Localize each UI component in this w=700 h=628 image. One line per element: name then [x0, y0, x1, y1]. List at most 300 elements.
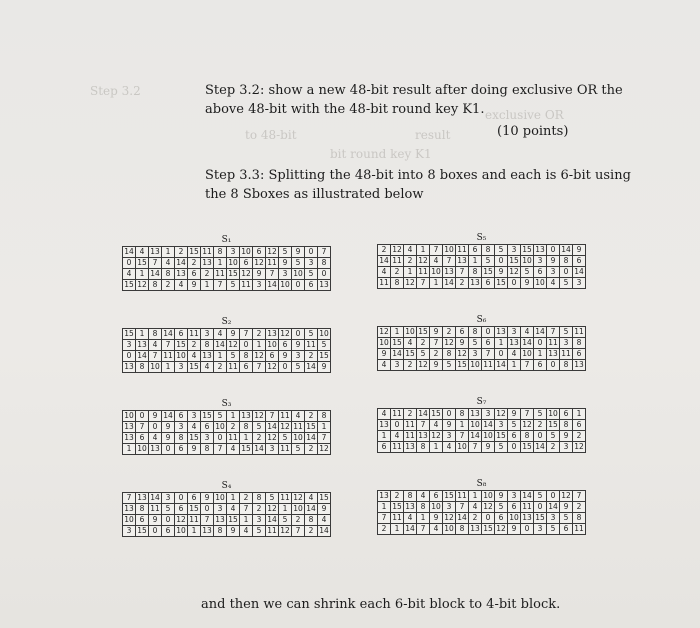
- sbox-cell: 2: [305, 526, 318, 537]
- sbox-cell: 9: [521, 278, 534, 289]
- sbox-cell: 13: [522, 513, 532, 522]
- sbox-cell: 3: [266, 444, 279, 455]
- sbox-cell: 10: [124, 515, 134, 524]
- sbox-cell: 13: [405, 502, 415, 511]
- sbox-title: S₂: [221, 317, 232, 327]
- sbox-cell: 5: [214, 411, 227, 422]
- sbox-cell: 6: [188, 269, 201, 280]
- sbox-cell: 4: [378, 409, 391, 420]
- sbox-cell: 11: [392, 442, 402, 451]
- sbox-cell: 10: [509, 513, 519, 522]
- sbox-cell: 9: [318, 504, 331, 515]
- sbox-row: [378, 420, 586, 431]
- sbox-cell: 0: [240, 340, 253, 351]
- sbox-cell: 5: [292, 362, 305, 373]
- sbox-cell: 15: [548, 420, 558, 429]
- sbox-s3: [122, 398, 331, 455]
- sbox-cell: 9: [495, 267, 508, 278]
- sbox-cell: 4: [292, 411, 305, 422]
- sbox-cell: 15: [392, 502, 402, 511]
- sbox-cell: 8: [175, 433, 188, 444]
- sbox-cell: 1: [534, 349, 547, 360]
- sbox-cell: 11: [280, 493, 290, 502]
- sbox-cell: 10: [535, 278, 545, 287]
- sbox-cell: 10: [522, 256, 532, 265]
- sbox-cell: 6: [534, 360, 547, 371]
- sbox-cell: 10: [215, 493, 225, 502]
- sbox-cell: 13: [124, 422, 134, 431]
- sbox-cell: 8: [456, 524, 469, 535]
- sbox-cell: 15: [405, 349, 415, 358]
- sbox-cell: 0: [214, 433, 227, 444]
- sbox-cell: 6: [136, 433, 149, 444]
- sbox-cell: 7: [266, 269, 279, 280]
- sbox-table: [122, 492, 331, 537]
- sbox-cell: 1: [417, 513, 430, 524]
- sbox-cell: 10: [379, 338, 389, 347]
- sbox-cell: 7: [318, 433, 331, 444]
- sbox-cell: 12: [457, 349, 467, 358]
- sbox-cell: 15: [522, 442, 532, 451]
- sbox-cell: 10: [228, 258, 238, 267]
- sbox-cell: 13: [379, 420, 389, 429]
- sbox-cell: 4: [175, 280, 188, 291]
- sbox-cell: 7: [521, 409, 534, 420]
- sbox-cell: 15: [522, 245, 532, 254]
- sbox-cell: 6: [175, 504, 188, 515]
- sbox-cell: 13: [150, 444, 160, 453]
- sbox-cell: 4: [188, 351, 201, 362]
- sbox-cell: 15: [509, 256, 519, 265]
- sbox-cell: 14: [418, 409, 428, 418]
- sbox-cell: 6: [240, 258, 253, 269]
- sbox-cell: 11: [574, 327, 584, 336]
- sbox-cell: 7: [456, 267, 469, 278]
- sbox-cell: 8: [162, 269, 175, 280]
- sbox-cell: 11: [522, 502, 532, 511]
- sbox-cell: 11: [418, 267, 428, 276]
- sbox-cell: 6: [240, 362, 253, 373]
- sbox-cell: 10: [124, 411, 134, 420]
- sbox-cell: 1: [188, 526, 201, 537]
- sbox-cell: 5: [305, 269, 318, 280]
- sbox-cell: 1: [430, 278, 443, 289]
- sbox-cell: 11: [241, 280, 251, 289]
- sbox-cell: 10: [483, 431, 493, 440]
- sbox-row: [123, 329, 331, 340]
- sbox-cell: 10: [319, 329, 329, 338]
- sbox-cell: 10: [241, 247, 251, 256]
- sbox-cell: 3: [508, 327, 521, 338]
- sbox-cell: 11: [548, 338, 558, 347]
- sbox-cell: 12: [293, 493, 303, 502]
- sbox-cell: 9: [253, 269, 266, 280]
- sbox-cell: 0: [123, 351, 136, 362]
- sbox-cell: 14: [137, 351, 147, 360]
- sbox-cell: 9: [560, 431, 573, 442]
- bleed-through-text: to 48-bit: [245, 128, 297, 142]
- sbox-cell: 15: [176, 340, 186, 349]
- sbox-cell: 7: [266, 411, 279, 422]
- sbox-cell: 9: [201, 493, 214, 504]
- sbox-cell: 7: [162, 340, 175, 351]
- sbox-cell: 6: [279, 340, 292, 351]
- sbox-title: S₄: [221, 481, 232, 491]
- sbox-cell: 11: [392, 256, 402, 265]
- sbox-cell: 5: [227, 280, 240, 291]
- sbox-cell: 4: [201, 362, 214, 373]
- sbox-table: [377, 490, 586, 535]
- sbox-cell: 14: [306, 362, 316, 371]
- sbox-cell: 6: [508, 431, 521, 442]
- sbox-cell: 11: [280, 411, 290, 420]
- sbox-cell: 1: [573, 409, 586, 420]
- sbox-cell: 9: [162, 422, 175, 433]
- sbox-table: [122, 410, 331, 455]
- sbox-cell: 12: [522, 420, 532, 429]
- sbox-cell: 2: [162, 280, 175, 291]
- sbox-cell: 2: [305, 411, 318, 422]
- sbox-cell: 1: [508, 360, 521, 371]
- sbox-cell: 14: [561, 245, 571, 254]
- sbox-cell: 11: [483, 360, 493, 369]
- points-label: (10 points): [497, 124, 569, 139]
- sbox-cell: 11: [215, 269, 225, 278]
- sbox-cell: 5: [547, 431, 560, 442]
- sbox-cell: 14: [267, 515, 277, 524]
- sbox-cell: 6: [482, 338, 495, 349]
- sbox-row: [123, 433, 331, 444]
- sbox-cell: 6: [430, 491, 443, 502]
- sbox-cell: 6: [508, 502, 521, 513]
- sbox-row: [378, 442, 586, 453]
- sbox-cell: 11: [457, 491, 467, 500]
- sbox-cell: 2: [305, 444, 318, 455]
- sbox-cell: 12: [405, 278, 415, 287]
- sbox-table: [122, 328, 331, 373]
- sbox-cell: 4: [404, 245, 417, 256]
- sbox-cell: 5: [227, 351, 240, 362]
- sbox-cell: 14: [254, 444, 264, 453]
- sbox-cell: 2: [378, 245, 391, 256]
- sbox-cell: 2: [443, 327, 456, 338]
- sbox-cell: 14: [574, 267, 584, 276]
- sbox-cell: 2: [534, 420, 547, 431]
- sbox-cell: 0: [175, 493, 188, 504]
- sbox-cell: 13: [470, 524, 480, 533]
- sbox-cell: 13: [267, 329, 277, 338]
- sbox-cell: 2: [391, 267, 404, 278]
- sbox-row: [378, 524, 586, 535]
- sbox-cell: 0: [534, 502, 547, 513]
- sbox-cell: 7: [136, 422, 149, 433]
- sbox-cell: 4: [391, 431, 404, 442]
- sbox-cell: 13: [496, 327, 506, 336]
- sbox-cell: 7: [547, 327, 560, 338]
- sbox-cell: 14: [306, 433, 316, 442]
- sbox-cell: 6: [201, 422, 214, 433]
- sbox-s7: [377, 396, 586, 453]
- sbox-cell: 7: [240, 504, 253, 515]
- sbox-cell: 6: [266, 351, 279, 362]
- sbox-cell: 12: [241, 269, 251, 278]
- sbox-cell: 0: [521, 524, 534, 535]
- sbox-cell: 6: [253, 247, 266, 258]
- sbox-cell: 9: [430, 360, 443, 371]
- sbox-cell: 8: [253, 493, 266, 504]
- sbox-cell: 5: [534, 491, 547, 502]
- sbox-cell: 0: [162, 515, 175, 526]
- sbox-cell: 11: [189, 515, 199, 524]
- sbox-s2: [122, 316, 331, 373]
- sbox-cell: 12: [561, 491, 571, 500]
- sbox-cell: 7: [123, 493, 136, 504]
- sbox-cell: 10: [457, 442, 467, 451]
- sbox-cell: 15: [392, 338, 402, 347]
- sbox-cell: 8: [404, 491, 417, 502]
- sbox-cell: 11: [306, 340, 316, 349]
- sbox-cell: 5: [417, 349, 430, 360]
- sbox-cell: 2: [404, 256, 417, 267]
- sbox-cell: 14: [483, 420, 493, 429]
- sbox-cell: 9: [508, 409, 521, 420]
- sbox-cell: 2: [253, 504, 266, 515]
- sbox-cell: 2: [292, 515, 305, 526]
- sbox-cell: 0: [495, 256, 508, 267]
- bleed-through-text: Step 3.2: [90, 84, 141, 98]
- sbox-cell: 12: [280, 422, 290, 431]
- sbox-cell: 7: [149, 258, 162, 269]
- sbox-cell: 2: [188, 258, 201, 269]
- sbox-cell: 3: [162, 493, 175, 504]
- sbox-cell: 12: [444, 513, 454, 522]
- sbox-cell: 12: [254, 351, 264, 360]
- sbox-cell: 10: [431, 267, 441, 276]
- sbox-cell: 12: [574, 442, 584, 451]
- sbox-cell: 5: [279, 515, 292, 526]
- sbox-cell: 11: [574, 524, 584, 533]
- sbox-cell: 5: [508, 420, 521, 431]
- sbox-cell: 4: [469, 502, 482, 513]
- sbox-cell: 1: [136, 269, 149, 280]
- sbox-cell: 4: [123, 269, 136, 280]
- sbox-row: [378, 245, 586, 256]
- sbox-cell: 2: [430, 349, 443, 360]
- sbox-cell: 4: [318, 515, 331, 526]
- sbox-cell: 3: [253, 280, 266, 291]
- sbox-cell: 6: [175, 411, 188, 422]
- sbox-cell: 0: [508, 278, 521, 289]
- sbox-cell: 8: [240, 422, 253, 433]
- sbox-cell: 1: [253, 340, 266, 351]
- sbox-cell: 5: [292, 258, 305, 269]
- sbox-cell: 13: [418, 431, 428, 440]
- sbox-cell: 7: [292, 526, 305, 537]
- sbox-cell: 0: [162, 444, 175, 455]
- sbox-cell: 8: [391, 278, 404, 289]
- sbox-cell: 8: [443, 349, 456, 360]
- sbox-cell: 14: [163, 411, 173, 420]
- sbox-row: [123, 422, 331, 433]
- sbox-cell: 7: [456, 431, 469, 442]
- sbox-row: [123, 362, 331, 373]
- sbox-cell: 15: [306, 422, 316, 431]
- sbox-cell: 2: [573, 502, 586, 513]
- sbox-cell: 1: [417, 245, 430, 256]
- sbox-title: S₆: [476, 315, 487, 325]
- sbox-cell: 1: [227, 411, 240, 422]
- sbox-cell: 8: [318, 411, 331, 422]
- sbox-cell: 0: [305, 247, 318, 258]
- sbox-cell: 7: [378, 513, 391, 524]
- sbox-cell: 15: [124, 280, 134, 289]
- sbox-row: [378, 338, 586, 349]
- sbox-cell: 0: [123, 258, 136, 269]
- sbox-cell: 1: [469, 491, 482, 502]
- sbox-cell: 4: [430, 524, 443, 535]
- sbox-row: [123, 340, 331, 351]
- sbox-cell: 12: [509, 267, 519, 276]
- bleed-through-text: exclusive OR: [485, 108, 564, 122]
- sbox-s5: [377, 232, 586, 289]
- sbox-cell: 10: [215, 422, 225, 431]
- sbox-cell: 3: [547, 267, 560, 278]
- sbox-cell: 10: [176, 526, 186, 535]
- sbox-cell: 15: [496, 431, 506, 440]
- sbox-cell: 0: [292, 280, 305, 291]
- sbox-cell: 6: [188, 493, 201, 504]
- sbox-cell: 12: [319, 444, 329, 453]
- sbox-cell: 15: [189, 362, 199, 371]
- sbox-cell: 3: [547, 513, 560, 524]
- sbox-cell: 1: [227, 493, 240, 504]
- sbox-cell: 7: [430, 338, 443, 349]
- sbox-cell: 3: [469, 349, 482, 360]
- sbox-cell: 3: [560, 338, 573, 349]
- sbox-cell: 15: [483, 267, 493, 276]
- sbox-cell: 1: [469, 256, 482, 267]
- sbox-cell: 15: [457, 360, 467, 369]
- sbox-cell: 13: [176, 269, 186, 278]
- sbox-cell: 8: [573, 513, 586, 524]
- sbox-cell: 7: [417, 278, 430, 289]
- sbox-row: [378, 513, 586, 524]
- sbox-cell: 2: [404, 409, 417, 420]
- sbox-cell: 14: [267, 280, 277, 289]
- sbox-title: S₃: [221, 399, 232, 409]
- sbox-cell: 2: [404, 360, 417, 371]
- sbox-cell: 1: [136, 329, 149, 340]
- sbox-cell: 3: [292, 351, 305, 362]
- sbox-cell: 10: [176, 351, 186, 360]
- sbox-cell: 12: [418, 360, 428, 369]
- sbox-cell: 8: [201, 444, 214, 455]
- sbox-cell: 4: [443, 442, 456, 453]
- sbox-cell: 5: [560, 327, 573, 338]
- sbox-cell: 1: [404, 267, 417, 278]
- sbox-cell: 5: [443, 360, 456, 371]
- sbox-cell: 11: [561, 349, 571, 358]
- sbox-cell: 9: [279, 351, 292, 362]
- sbox-cell: 8: [417, 442, 430, 453]
- sbox-row: [123, 351, 331, 362]
- sbox-cell: 7: [430, 245, 443, 256]
- sbox-cell: 8: [573, 338, 586, 349]
- sbox-cell: 15: [137, 258, 147, 267]
- sbox-cell: 13: [509, 338, 519, 347]
- sbox-cell: 15: [189, 247, 199, 256]
- sbox-cell: 4: [404, 338, 417, 349]
- sbox-cell: 0: [443, 409, 456, 420]
- sbox-cell: 9: [227, 526, 240, 537]
- bleed-through-text: result: [415, 128, 451, 142]
- sbox-cell: 15: [202, 411, 212, 420]
- sbox-cell: 13: [535, 245, 545, 254]
- sbox-row: [123, 258, 331, 269]
- sbox-cell: 13: [379, 491, 389, 500]
- sbox-cell: 8: [240, 351, 253, 362]
- sbox-cell: 4: [430, 256, 443, 267]
- sbox-row: [378, 278, 586, 289]
- sbox-cell: 2: [240, 493, 253, 504]
- sbox-cell: 2: [417, 338, 430, 349]
- sbox-cell: 13: [444, 267, 454, 276]
- sbox-cell: 6: [534, 267, 547, 278]
- sbox-cell: 6: [495, 513, 508, 524]
- sbox-cell: 2: [201, 269, 214, 280]
- sbox-cell: 12: [431, 431, 441, 440]
- sbox-cell: 7: [443, 256, 456, 267]
- sbox-cell: 4: [136, 247, 149, 258]
- sbox-cell: 4: [508, 349, 521, 360]
- sbox-cell: 15: [137, 526, 147, 535]
- sbox-cell: 5: [495, 442, 508, 453]
- sbox-cell: 9: [430, 513, 443, 524]
- sbox-cell: 1: [279, 504, 292, 515]
- sbox-cell: 0: [534, 338, 547, 349]
- sbox-cell: 6: [162, 526, 175, 537]
- sbox-cell: 0: [560, 267, 573, 278]
- sbox-cell: 2: [214, 362, 227, 373]
- sbox-cell: 15: [483, 524, 493, 533]
- sbox-cell: 9: [279, 258, 292, 269]
- sbox-cell: 8: [201, 340, 214, 351]
- sbox-cell: 11: [405, 431, 415, 440]
- sbox-cell: 11: [457, 245, 467, 254]
- step-3-2-line-1: Step 3.2: show a new 48-bit result after doing exclusive OR the: [205, 83, 623, 98]
- sbox-cell: 2: [391, 491, 404, 502]
- sbox-cell: 13: [215, 515, 225, 524]
- sbox-cell: 9: [547, 256, 560, 267]
- sbox-cell: 11: [379, 278, 389, 287]
- sbox-row: [123, 269, 331, 280]
- sbox-cell: 1: [456, 420, 469, 431]
- sbox-cell: 0: [149, 422, 162, 433]
- sbox-cell: 14: [470, 431, 480, 440]
- sbox-cell: 3: [534, 256, 547, 267]
- sbox-table: [377, 326, 586, 371]
- sbox-row: [378, 349, 586, 360]
- sbox-cell: 8: [214, 526, 227, 537]
- sbox-cell: 3: [573, 278, 586, 289]
- sbox-cell: 13: [470, 409, 480, 418]
- sbox-cell: 15: [189, 504, 199, 513]
- sbox-cell: 5: [305, 329, 318, 340]
- sbox-cell: 6: [305, 280, 318, 291]
- sbox-cell: 10: [293, 269, 303, 278]
- sbox-cell: 4: [149, 433, 162, 444]
- sbox-cell: 15: [431, 409, 441, 418]
